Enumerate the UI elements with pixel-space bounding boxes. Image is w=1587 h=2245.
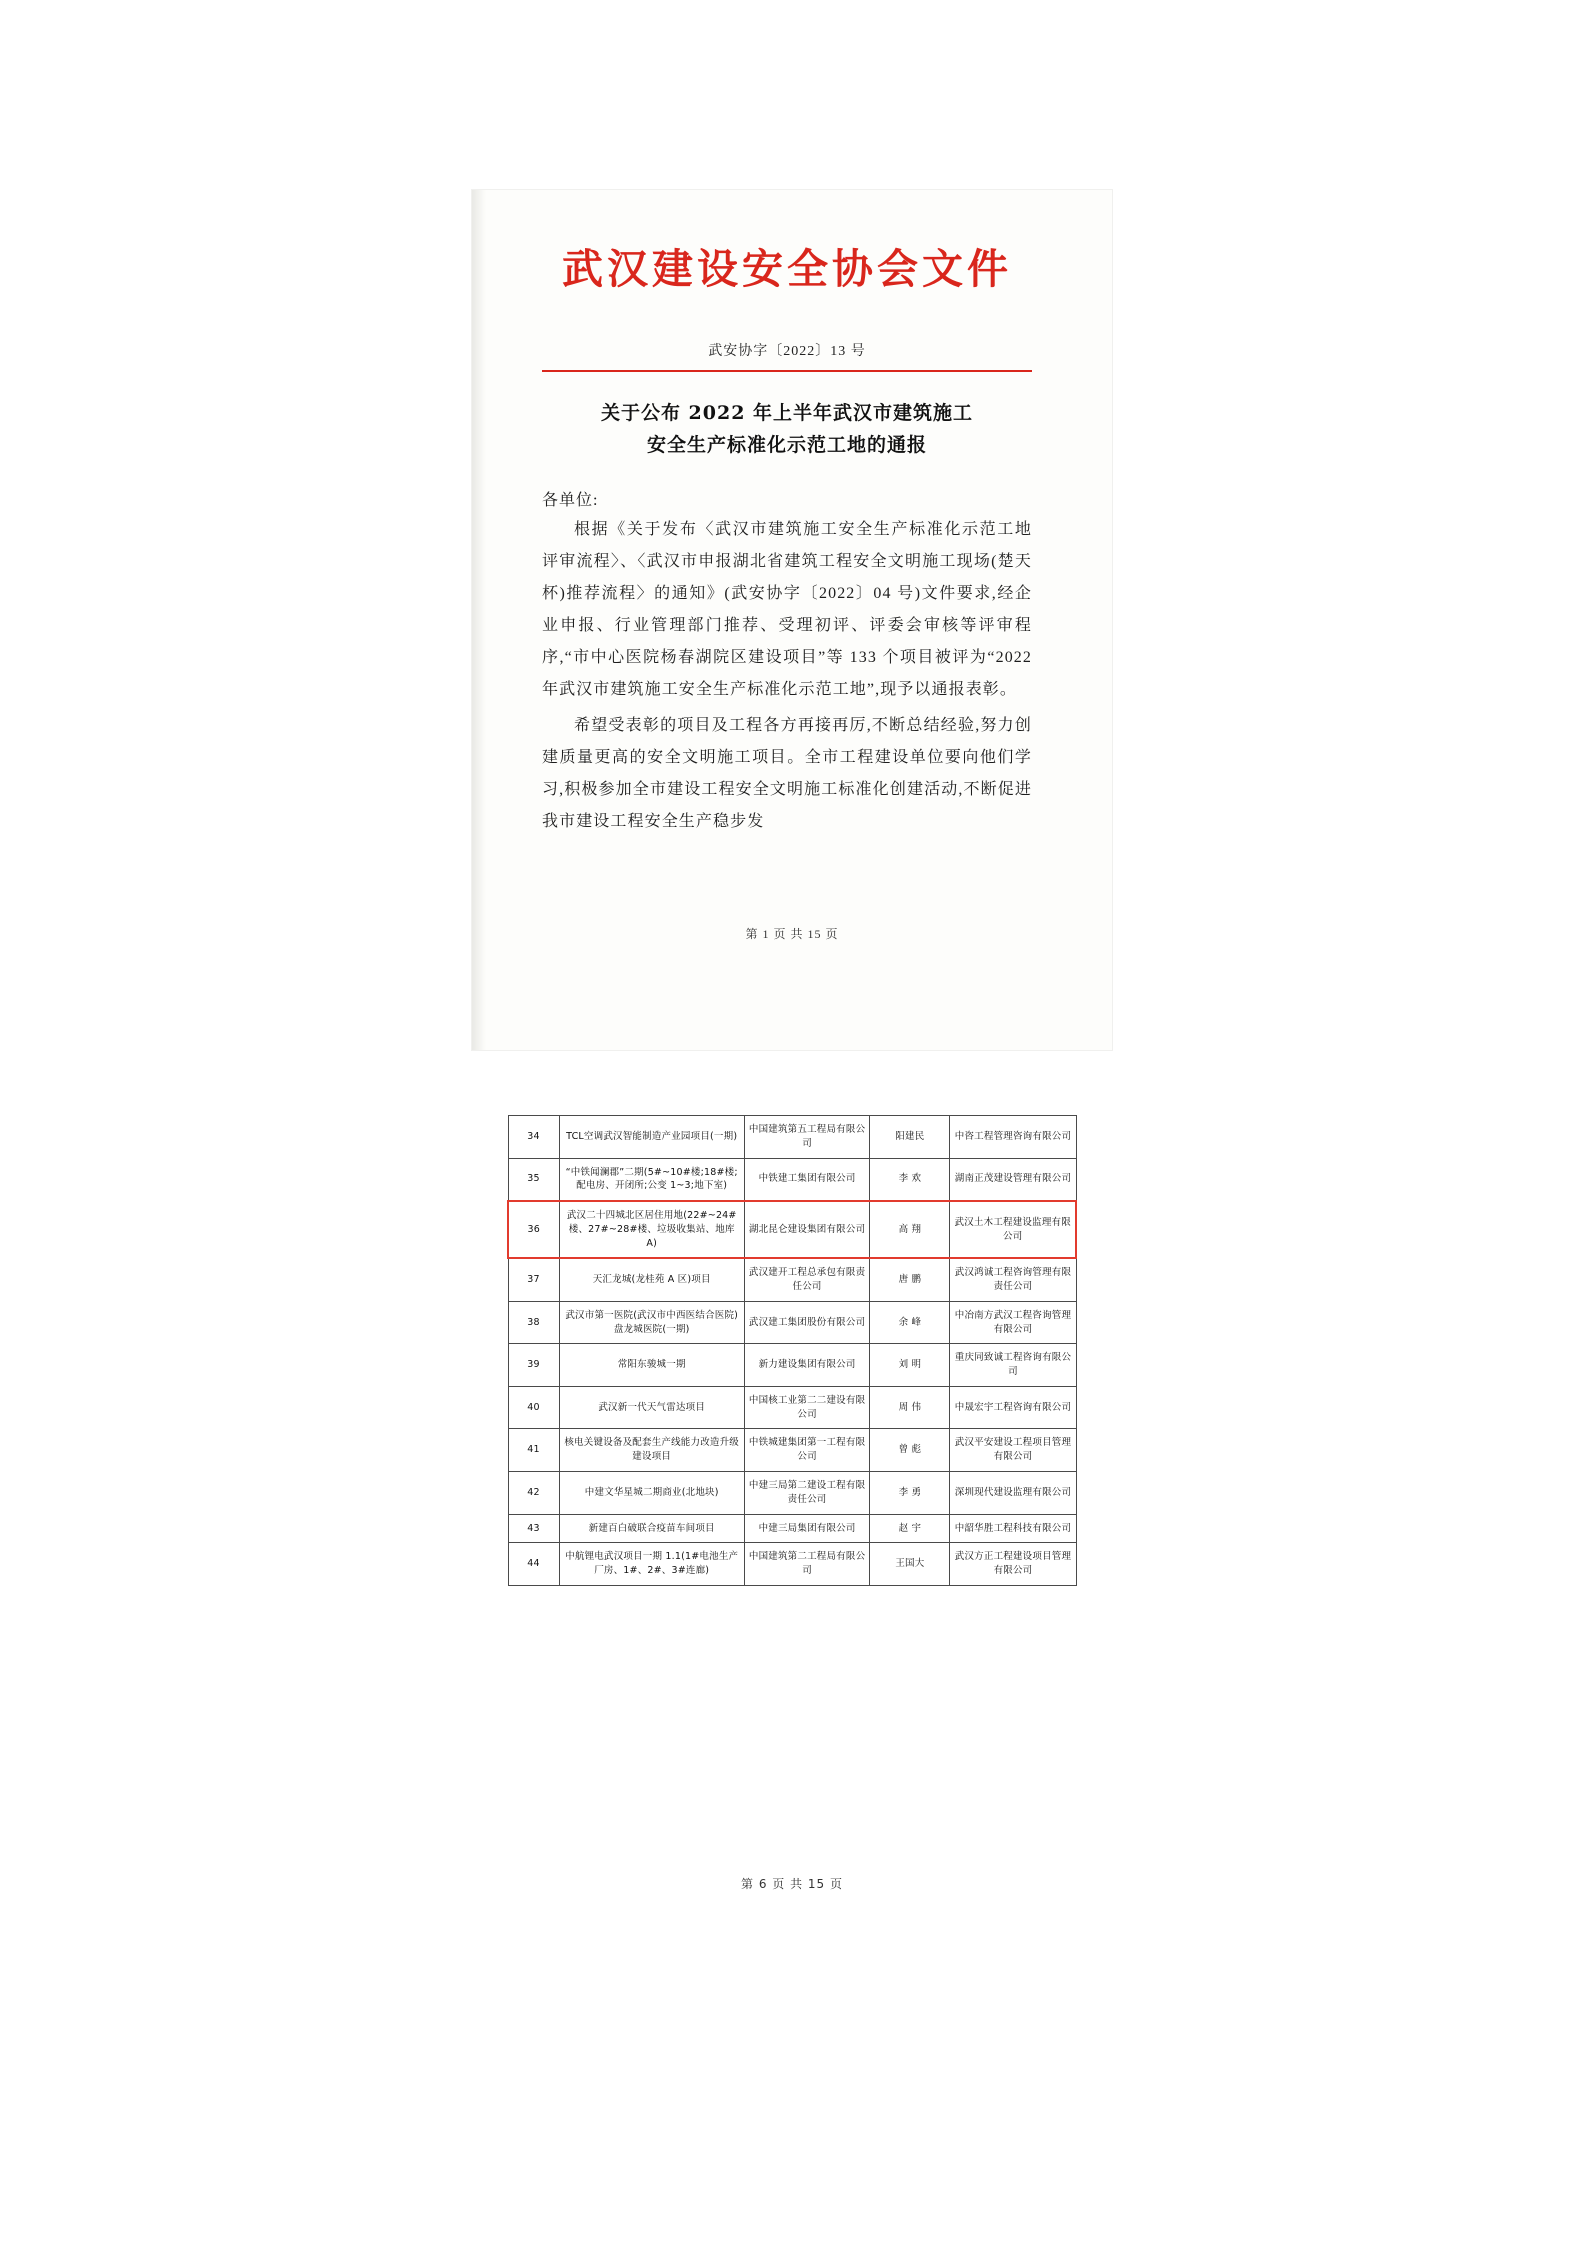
cell-serial-number: 35 [508,1158,559,1201]
cell-supervision-unit: 湖南正茂建设管理有限公司 [950,1158,1076,1201]
table-row [508,1514,1076,1543]
cell-project-manager: 唐 鹏 [870,1258,950,1301]
table-row [508,1472,1076,1515]
document-page-1 [472,190,1112,1050]
cell-project-name: 常阳东骏城一期 [559,1344,744,1387]
cell-construction-unit: 湖北昆仑建设集团有限公司 [744,1201,869,1258]
document-title-line-2: 安全生产标准化示范工地的通报 [646,433,927,456]
cell-supervision-unit: 中咨工程管理咨询有限公司 [950,1116,1076,1159]
cell-supervision-unit: 武汉方正工程建设项目管理有限公司 [950,1543,1076,1586]
cell-project-manager: 余 峰 [870,1301,950,1344]
cell-project-name: 中航锂电武汉项目一期 1.1(1#电池生产厂房、1#、2#、3#连廊) [559,1543,744,1586]
cell-serial-number: 36 [508,1201,559,1258]
page-1-footer: 第 1 页 共 15 页 [745,927,839,941]
table-row [508,1301,1076,1344]
document-page-6 [472,1085,1112,1925]
cell-project-manager: 李 勇 [870,1472,950,1515]
cell-project-manager: 阳建民 [870,1116,950,1159]
cell-supervision-unit: 中冶南方武汉工程咨询管理有限公司 [950,1301,1076,1344]
document-paragraph-1: 根据《关于发布〈武汉市建筑施工安全生产标准化示范工地评审流程〉、〈武汉市申报湖北省建筑工程安全文明施工现场(楚天杯)推荐流程〉的通知》(武安协字〔2022〕04 号)文件要求,经企业申报、行业管理部门推荐、受理初评、评委会审核等评审程序,“市中心医院杨春湖院区建设项目”等 133 个项目被评为“2022 年武汉市建筑施工安全生产标准化示范工地”,现予以通报表彰。 [542,520,1032,698]
cell-serial-number: 40 [508,1386,559,1429]
table-row [508,1116,1076,1159]
cell-construction-unit: 中铁城建集团第一工程有限公司 [744,1429,869,1472]
cell-serial-number: 39 [508,1344,559,1387]
cell-project-manager: 刘 明 [870,1344,950,1387]
document-banner-title: 武汉建设安全协会文件 [562,245,1012,293]
document-paragraph-2: 希望受表彰的项目及工程各方再接再厉,不断总结经验,努力创建质量更高的安全文明施工项目。全市工程建设单位要向他们学习,积极参加全市建设工程安全文明施工标准化创建活动,不断促进我市建设工程安全生产稳步发 [542,716,1032,830]
cell-supervision-unit: 武汉土木工程建设监理有限公司 [950,1201,1076,1258]
cell-construction-unit: 中建三局第二建设工程有限责任公司 [744,1472,869,1515]
cell-construction-unit: 中国建筑第二工程局有限公司 [744,1543,869,1586]
cell-project-name: 天汇龙城(龙桂苑 A 区)项目 [559,1258,744,1301]
table-row [508,1201,1076,1258]
page-1-content [542,245,1032,838]
table-row [508,1258,1076,1301]
table-row [508,1543,1076,1586]
cell-construction-unit: 中铁建工集团有限公司 [744,1158,869,1201]
cell-construction-unit: 中国核工业第二二建设有限公司 [744,1386,869,1429]
cell-project-name: 新建百白破联合疫苗车间项目 [559,1514,744,1543]
cell-serial-number: 37 [508,1258,559,1301]
table-row [508,1158,1076,1201]
cell-serial-number: 34 [508,1116,559,1159]
cell-construction-unit: 新力建设集团有限公司 [744,1344,869,1387]
document-title-line-1: 关于公布 2022 年上半年武汉市建筑施工 [600,402,974,425]
cell-supervision-unit: 武汉平安建设工程项目管理有限公司 [950,1429,1076,1472]
cell-construction-unit: 中国建筑第五工程局有限公司 [744,1116,869,1159]
cell-serial-number: 41 [508,1429,559,1472]
cell-project-manager: 高 翔 [870,1201,950,1258]
table-row [508,1429,1076,1472]
cell-serial-number: 43 [508,1514,559,1543]
cell-project-manager: 赵 宇 [870,1514,950,1543]
cell-supervision-unit: 武汉鸿诚工程咨询管理有限责任公司 [950,1258,1076,1301]
cell-supervision-unit: 中韶华胜工程科技有限公司 [950,1514,1076,1543]
cell-construction-unit: 中建三局集团有限公司 [744,1514,869,1543]
table-body [508,1116,1076,1586]
cell-supervision-unit: 重庆同致诚工程咨询有限公司 [950,1344,1076,1387]
cell-serial-number: 42 [508,1472,559,1515]
cell-project-manager: 王国大 [870,1543,950,1586]
table-row [508,1386,1076,1429]
cell-project-name: 中建文华星城二期商业(北地块) [559,1472,744,1515]
cell-supervision-unit: 中晟宏宇工程咨询有限公司 [950,1386,1076,1429]
cell-project-name: “中铁闻澜郡”二期(5#~10#楼;18#楼;配电房、开闭所;公变 1~3;地下室) [559,1158,744,1201]
cell-serial-number: 38 [508,1301,559,1344]
cell-project-name: 武汉二十四城北区居住用地(22#~24#楼、27#~28#楼、垃圾收集站、地库 A) [559,1201,744,1258]
table-row [508,1344,1076,1387]
cell-project-manager: 李 欢 [870,1158,950,1201]
cell-project-name: TCL空调武汉智能制造产业园项目(一期) [559,1116,744,1159]
cell-project-name: 武汉市第一医院(武汉市中西医结合医院)盘龙城医院(一期) [559,1301,744,1344]
demonstration-sites-table [507,1115,1077,1586]
cell-serial-number: 44 [508,1543,559,1586]
red-divider-rule [542,370,1032,372]
document-salutation: 各单位: [542,491,599,509]
cell-supervision-unit: 深圳现代建设监理有限公司 [950,1472,1076,1515]
cell-project-manager: 周 伟 [870,1386,950,1429]
document-number: 武安协字〔2022〕13 号 [708,344,866,360]
cell-construction-unit: 武汉建工集团股份有限公司 [744,1301,869,1344]
cell-project-name: 武汉新一代天气雷达项目 [559,1386,744,1429]
cell-project-name: 核电关键设备及配套生产线能力改造升级建设项目 [559,1429,744,1472]
cell-project-manager: 曾 彪 [870,1429,950,1472]
cell-construction-unit: 武汉建开工程总承包有限责任公司 [744,1258,869,1301]
page-6-footer: 第 6 页 共 15 页 [741,1877,843,1891]
